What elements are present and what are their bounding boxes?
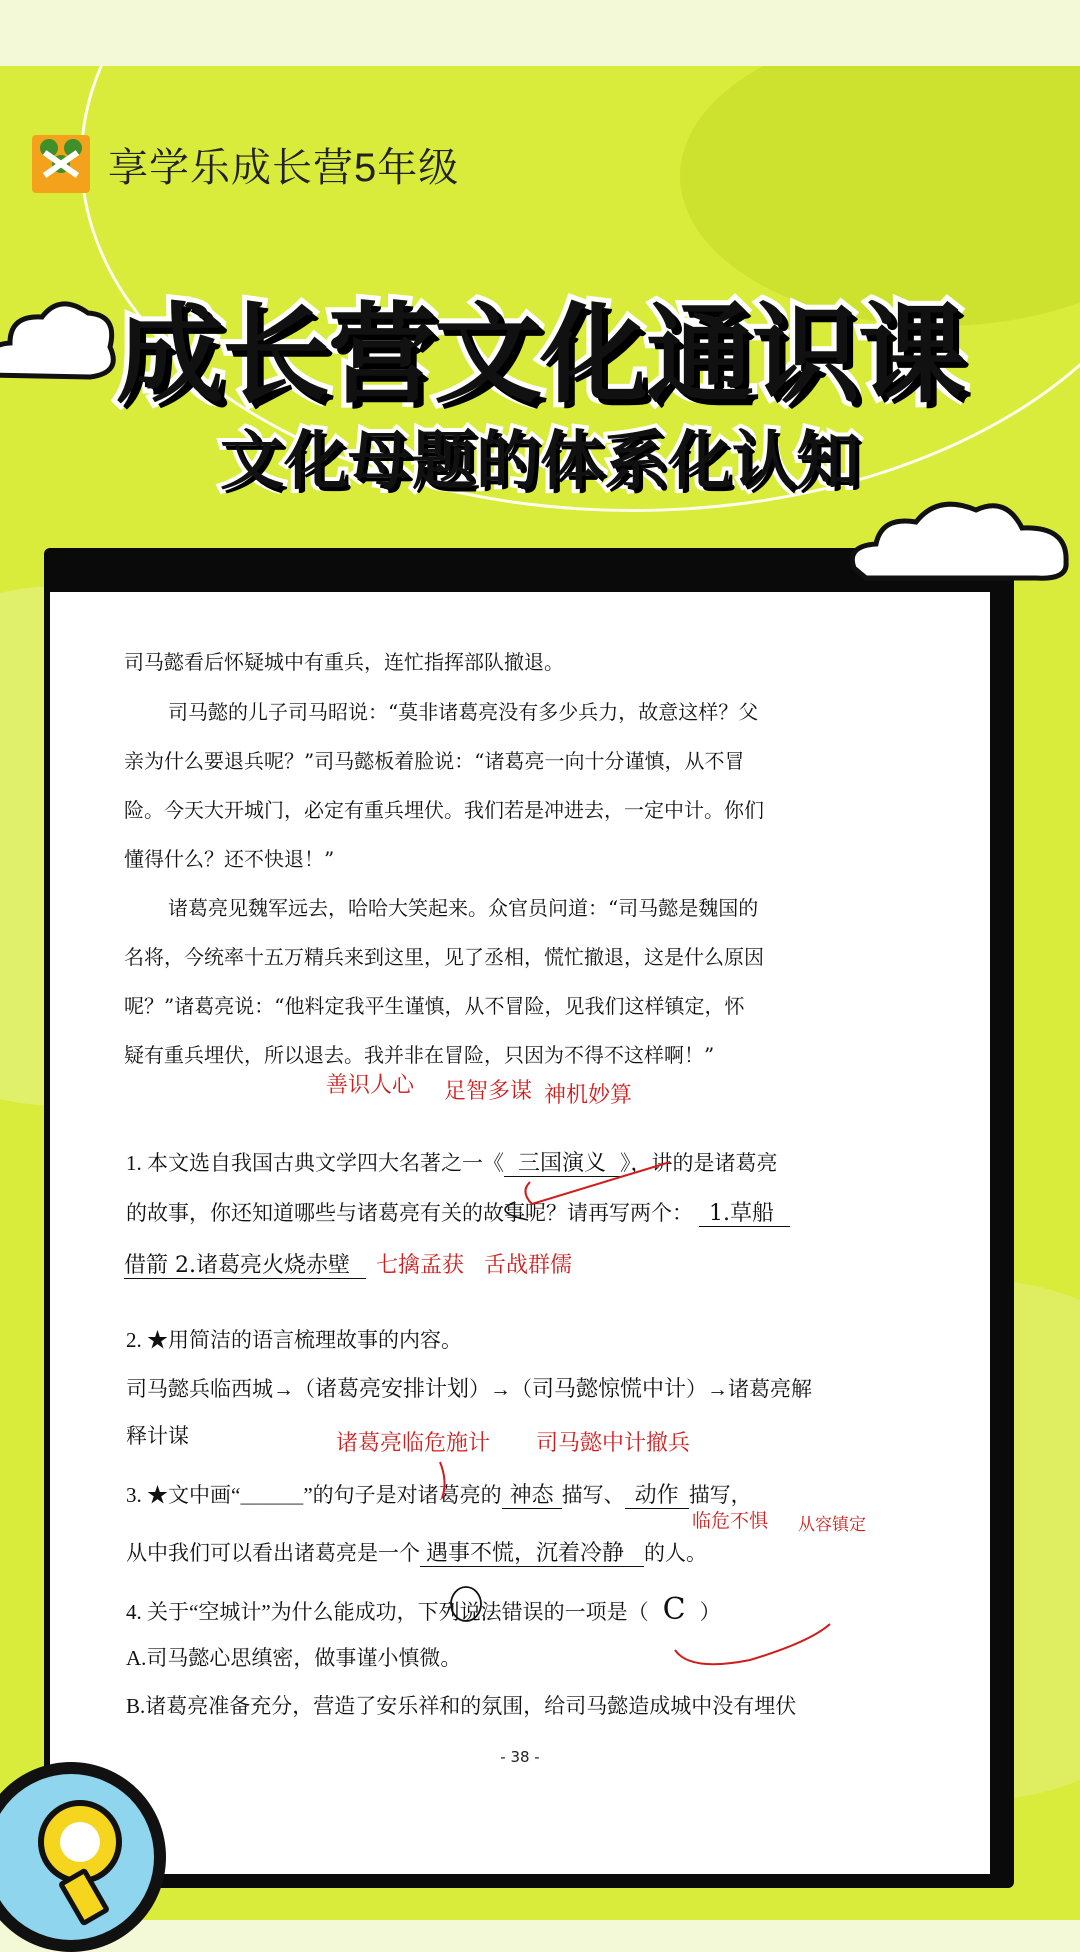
page-title: 成长营文化通识课 bbox=[115, 293, 964, 418]
question-3-line-2 bbox=[126, 1536, 707, 1567]
paragraph-line: 疑有重兵埋伏，所以退去。我并非在冒险，只因为不得不这样啊！” bbox=[124, 1043, 715, 1067]
question-1-text-end: 》，讲的是诸葛亮 bbox=[620, 1151, 778, 1175]
paragraph-line: 呢？”诸葛亮说：“他料定我平生谨慎，从不冒险，见我们这样镇定，怀 bbox=[124, 994, 745, 1018]
question-3-text: ”的句子是对诸葛亮的 bbox=[303, 1483, 502, 1507]
question-2-line: 2. ★用简洁的语言梳理故事的内容。 bbox=[126, 1328, 462, 1352]
question-3-text: 描写、 bbox=[561, 1483, 625, 1507]
paragraph-line: 诸葛亮见魏军远去，哈哈大笑起来。众官员问道：“司马懿是魏国的 bbox=[168, 896, 759, 920]
answer-story-2: 借箭 2.诸葛亮火烧赤壁 bbox=[124, 1253, 366, 1279]
question-1-line bbox=[126, 1146, 778, 1177]
pen-marks bbox=[50, 592, 990, 1874]
question-3-text: 3. ★文中画“ bbox=[126, 1483, 241, 1507]
flow-arrow: ）→（ bbox=[469, 1377, 533, 1401]
question-1-prompt: 的故事，你还知道哪些与诸葛亮有关的故事呢？请再写两个： bbox=[126, 1201, 693, 1225]
answer-book: 三国演义 bbox=[504, 1151, 620, 1177]
page-number: - 38 - bbox=[500, 1748, 540, 1766]
page-subtitle: 文化母题的体系化认知 bbox=[220, 425, 860, 499]
handwritten-note: 神机妙算 bbox=[544, 1083, 633, 1108]
question-1-line-3 bbox=[124, 1248, 572, 1279]
paragraph-line: 司马懿看后怀疑城中有重兵，连忙指挥部队撤退。 bbox=[124, 650, 564, 674]
document-page bbox=[50, 592, 990, 1874]
flow-start: 司马懿兵临西城→（ bbox=[126, 1377, 315, 1401]
paragraph-line: 懂得什么？还不快退！” bbox=[124, 847, 335, 871]
question-3-text: 的人。 bbox=[644, 1541, 708, 1565]
question-3-text: 描写， bbox=[688, 1483, 752, 1507]
answer-flow-a: 诸葛亮安排计划 bbox=[315, 1377, 470, 1402]
handwritten-note: 七擒孟获 bbox=[375, 1253, 464, 1278]
cloud-right-icon bbox=[846, 488, 1076, 588]
option-a: A.司马懿心思缜密，做事谨小慎微。 bbox=[126, 1646, 462, 1670]
brand-header bbox=[32, 134, 459, 194]
handwritten-note: 临危不惧 bbox=[692, 1510, 769, 1532]
brand-name: 享学乐成长营5年级 bbox=[108, 145, 460, 190]
flow-end: ）→诸葛亮解 bbox=[686, 1377, 813, 1401]
answer-description-b: 动作 bbox=[625, 1483, 689, 1509]
question-1-line-2 bbox=[126, 1196, 790, 1227]
paragraph-line: 司马懿的儿子司马昭说：“莫非诸葛亮没有多少兵力，故意这样？父 bbox=[168, 700, 759, 724]
answer-choice: C bbox=[662, 1592, 686, 1627]
question-3-text: 从中我们可以看出诸葛亮是一个 bbox=[126, 1541, 420, 1565]
answer-description-a: 神态 bbox=[502, 1483, 562, 1509]
handwritten-note: 善识人心 bbox=[326, 1073, 415, 1098]
answer-flow-b: 司马懿惊慌中计 bbox=[532, 1377, 687, 1402]
handwritten-note: 司马懿中计撤兵 bbox=[536, 1431, 691, 1456]
question-2-flow bbox=[126, 1372, 812, 1403]
handwritten-note: 足智多谋 bbox=[444, 1079, 533, 1104]
question-3-line bbox=[126, 1478, 752, 1509]
brand-logo-icon bbox=[32, 135, 90, 193]
question-1-text: 1. 本文选自我国古典文学四大名著之一《 bbox=[126, 1151, 504, 1175]
question-2-line-3: 释计谋 bbox=[126, 1424, 189, 1448]
handwritten-note: 从容镇定 bbox=[798, 1515, 866, 1535]
answer-character: 遇事不慌，沉着冷静 bbox=[420, 1541, 644, 1567]
question-4-line bbox=[126, 1592, 721, 1627]
paragraph-line: 险。今天大开城门，必定有重兵埋伏。我们若是冲进去，一定中计。你们 bbox=[124, 798, 764, 822]
handwritten-note: 舌战群儒 bbox=[484, 1253, 573, 1278]
answer-story-1: 1.草船 bbox=[699, 1201, 790, 1227]
paragraph-line: 名将，今统率十五万精兵来到这里，见了丞相，慌忙撤退，这是什么原因 bbox=[124, 945, 764, 969]
question-4-paren: ） bbox=[699, 1600, 721, 1624]
option-b: B.诸葛亮准备充分，营造了安乐祥和的氛围，给司马懿造成城中没有埋伏 bbox=[126, 1694, 797, 1718]
handwritten-note: 诸葛亮临危施计 bbox=[336, 1431, 491, 1456]
paragraph-line: 亲为什么要退兵呢？”司马懿板着脸说：“诸葛亮一向十分谨慎，从不冒 bbox=[124, 749, 745, 773]
wavy-blank: ＿＿＿ bbox=[240, 1483, 304, 1507]
question-4-text: 4. 关于“空城计”为什么能成功，下列说法错误的一项是（ bbox=[126, 1600, 649, 1624]
